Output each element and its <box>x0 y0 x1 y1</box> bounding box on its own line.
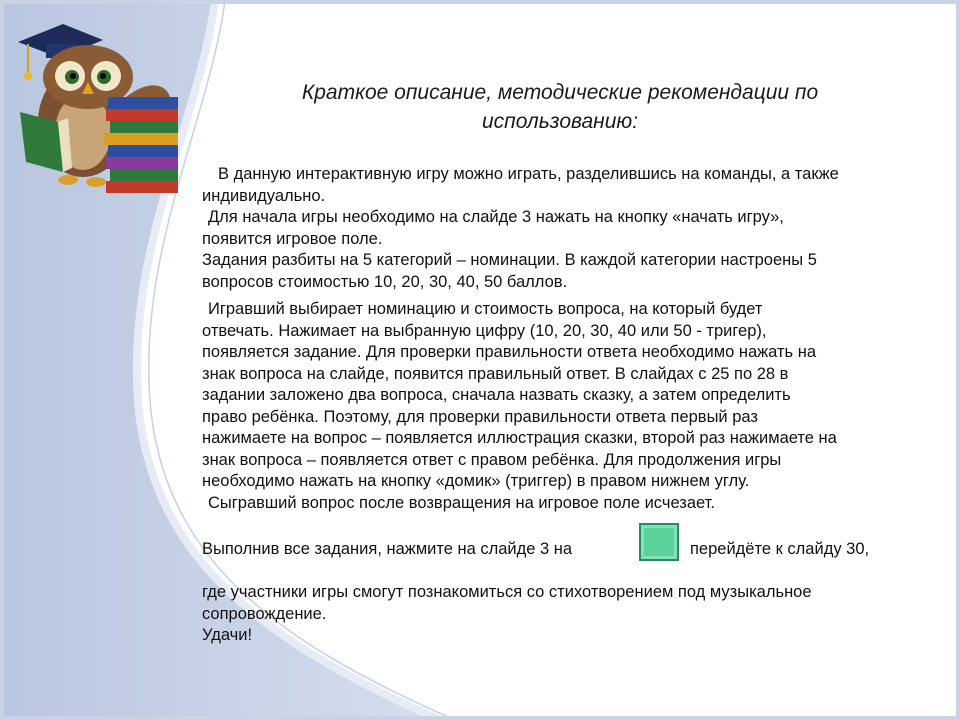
paragraph-3-line-2: вопросов стоимостью 10, 20, 30, 40, 50 баллов. <box>202 272 568 291</box>
action-text-left: Выполнив все задания, нажмите на слайде 3 на <box>202 540 573 558</box>
paragraph-4-line-3: появляется задание. Для проверки правильности ответа необходимо нажать на <box>202 343 817 361</box>
paragraph-4-line-6: право ребёнка. Поэтому, для проверки правильности ответа первый раз <box>202 407 758 426</box>
paragraph-4-line-5: задании заложено два вопроса, сначала назвать сказку, а затем определить <box>202 386 791 404</box>
paragraph-3-line-1: Задания разбиты на 5 категорий – номинации. В каждой категории настроены 5 <box>202 251 817 269</box>
title-line-1: Краткое описание, методические рекомендации по <box>301 81 819 104</box>
paragraph-1-line-2: индивидуально. <box>202 186 326 205</box>
paragraph-4-line-8: знак вопроса – появляется ответ с правом ребёнка. Для продолжения игры <box>202 450 782 469</box>
closing-text: Удачи! <box>202 626 253 644</box>
paragraph-4-line-9: необходимо нажать на кнопку «домик» (триггер) в правом нижнем углу. <box>202 472 750 490</box>
paragraph-5: Сыгравший вопрос после возвращения на игровое поле исчезает. <box>208 493 715 512</box>
paragraph-4-line-1: Игравший выбирает номинацию и стоимость вопроса, на который будет <box>208 300 763 318</box>
paragraph-2-line-1: Для начала игры необходимо на слайде 3 нажать на кнопку «начать игру», <box>208 208 784 226</box>
paragraph-2-line-2: появится игровое поле. <box>202 229 383 248</box>
paragraph-7-line-2: сопровождение. <box>202 604 327 623</box>
paragraph-4-line-4: знак вопроса на слайде, появится правильный ответ. В слайдах с 25 по 28 в <box>202 364 789 383</box>
action-line <box>202 537 930 560</box>
green-square-button[interactable] <box>639 523 679 561</box>
paragraph-4-line-7: нажимаете на вопрос – появляется иллюстрация сказки, второй раз нажимаете на <box>202 429 837 447</box>
instructions-text <box>202 164 930 647</box>
paragraph-7-line-1: где участники игры смогут познакомиться со стихотворением под музыкальное <box>202 583 812 601</box>
action-text-right: перейдёте к слайду 30, <box>690 540 870 558</box>
paragraph-1-line-1: В данную интерактивную игру можно играть, разделившись на команды, а также <box>218 165 839 183</box>
paragraph-4-line-2: отвечать. Нажимает на выбранную цифру (10, 20, 30, 40 или 50 - тригер), <box>202 321 767 340</box>
title-line-2: использованию: <box>481 110 639 133</box>
slide-title <box>240 78 880 136</box>
owl-with-books-icon <box>8 2 183 197</box>
